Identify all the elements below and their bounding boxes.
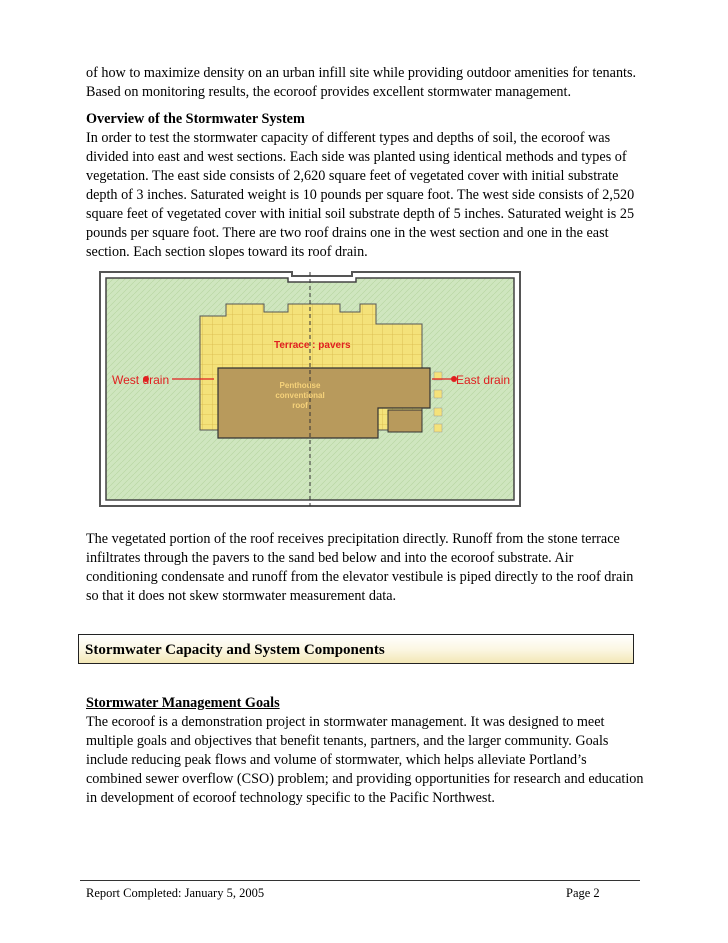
penthouse-label-line2: conventional bbox=[275, 391, 325, 400]
overview-body: In order to test the stormwater capacity of different types and depths of soil, the ecoroof was divided into east and west sections. Each side was planted using identical methods and types of vegetation. The east side consists of 2,620 square feet of vegetated cover with initial substrate depth of 3 inches. Saturated weight is 10 pounds per square foot. The west side consists of 2,520 square feet of vegetated cover with initial soil substrate depth of 5 inches. Saturated weight is 25 pounds per square foot. There are two roof drains one in the west section and one in the east section. Each section slopes toward its roof drain. bbox=[86, 130, 635, 260]
east-drain-label: East drain bbox=[456, 373, 511, 387]
overview-heading: Overview of the Stormwater System bbox=[86, 111, 305, 127]
goals-body: The ecoroof is a demonstration project in stormwater management. It was designed to meet multiple goals and objectives that benefit tenants, partners, and the larger community. Goals include reducing peak flows and volume of stormwater, which helps alleviate Portland’s combined sewer overflow (CSO) problem; and providing opportunities for research and education in development of ecoroof technology specific to the Pacific Northwest. bbox=[86, 714, 644, 806]
elevator-vestibule bbox=[388, 410, 422, 432]
footer-report-date: Report Completed: January 5, 2005 bbox=[86, 886, 265, 900]
footer-divider bbox=[80, 880, 640, 881]
ecoroof-site-diagram bbox=[92, 264, 528, 514]
west-drain-label: West drain bbox=[112, 373, 170, 387]
overview-section bbox=[86, 110, 646, 262]
penthouse-label-line1: Penthouse bbox=[279, 381, 321, 390]
section-heading-box bbox=[78, 634, 634, 664]
footer-page-number: Page 2 bbox=[566, 886, 600, 900]
section-title: Stormwater Capacity and System Components bbox=[85, 642, 385, 658]
goals-section bbox=[86, 694, 646, 808]
penthouse-label-line3: roof bbox=[292, 401, 308, 410]
terrace-label: Terrace : pavers bbox=[274, 340, 351, 351]
goals-heading: Stormwater Management Goals bbox=[86, 695, 280, 711]
intro-paragraph: of how to maximize density on an urban infill site while providing outdoor amenities for tenants. Based on monitoring results, the ecoroof provides excellent stormwater management. bbox=[86, 65, 637, 100]
runoff-paragraph: The vegetated portion of the roof receives precipitation directly. Runoff from the stone terrace infiltrates through the pavers to the sand bed below and into the ecoroof substrate. Air conditioning condensate and runoff from the elevator vestibule is piped directly to the roof drain so that it does not skew stormwater measurement data. bbox=[86, 531, 634, 604]
